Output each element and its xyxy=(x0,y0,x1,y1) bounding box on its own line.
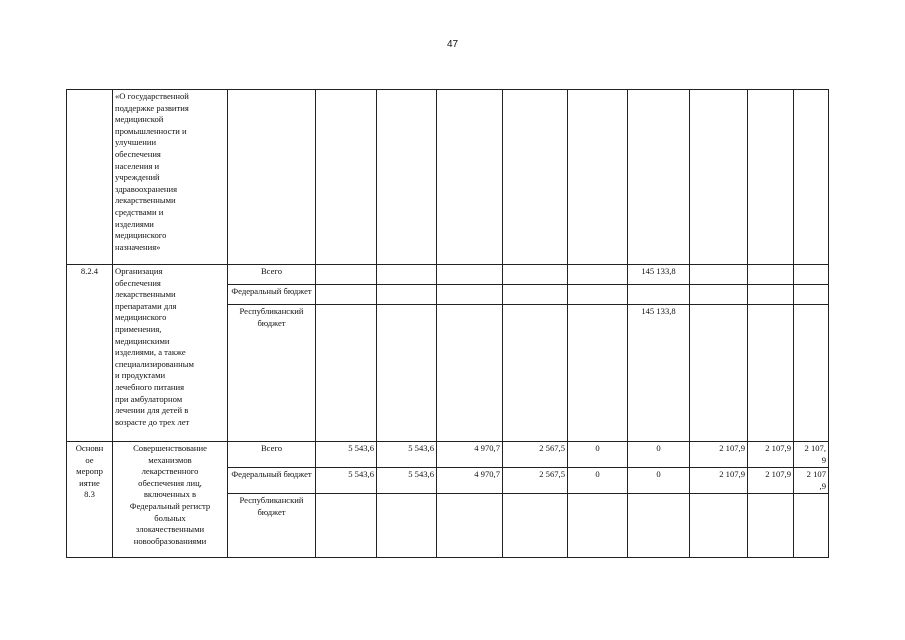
measure-name-line: промышленности и xyxy=(115,125,187,136)
measure-name-line: применения, xyxy=(115,323,162,334)
amount-cell xyxy=(503,265,568,285)
amount-cell: 0 xyxy=(628,468,690,494)
funding-source-cell: Федеральный бюджет xyxy=(228,285,316,305)
amount-cell xyxy=(568,90,628,265)
amount-cell xyxy=(437,90,503,265)
amount-cell xyxy=(628,90,690,265)
funding-source-cell: Всего xyxy=(228,442,316,468)
amount-cell xyxy=(316,494,377,558)
amount-cell xyxy=(690,285,748,305)
amount-cell xyxy=(628,285,690,305)
measure-code-line: Основн xyxy=(75,443,104,453)
amount-cell xyxy=(316,285,377,305)
amount-cell xyxy=(748,90,794,265)
amount-cell xyxy=(377,265,437,285)
measure-code-cell: 8.2.4 xyxy=(67,265,113,442)
amount-cell xyxy=(377,90,437,265)
measure-name-cell xyxy=(113,90,228,265)
page-number: 47 xyxy=(446,39,459,50)
amount-cell xyxy=(794,265,829,285)
measure-code-line: иятие xyxy=(79,477,100,488)
measure-name-line: больных xyxy=(154,512,186,523)
amount-cell: 2 107 ,9 xyxy=(794,468,829,494)
amount-cell xyxy=(316,90,377,265)
amount-cell xyxy=(690,494,748,558)
amount-cell: 145 133,8 xyxy=(628,305,690,442)
measure-name-line: лечении для детей в xyxy=(115,405,189,416)
amount-cell xyxy=(748,305,794,442)
measure-name-line: медицинской xyxy=(115,114,164,125)
measure-name-line: медицинского xyxy=(115,230,167,241)
measure-name-line: изделиями xyxy=(115,218,154,229)
amount-cell xyxy=(748,265,794,285)
measure-name-line: злокачественными xyxy=(135,524,205,535)
measure-name-line: лекарственного xyxy=(141,466,199,477)
measure-code-line: ое xyxy=(85,454,94,465)
amount-cell: 2 107,9 xyxy=(690,468,748,494)
measure-name-line: включенных в xyxy=(143,489,197,500)
measure-name-line: новообразованиями xyxy=(133,535,207,546)
measure-name-line: лечебного питания xyxy=(115,381,185,392)
measure-name-line: назначения» xyxy=(115,241,161,252)
amount-cell xyxy=(690,265,748,285)
amount-cell xyxy=(503,305,568,442)
measure-name-line: изделиями, а также xyxy=(115,347,186,358)
amount-cell xyxy=(748,494,794,558)
amount-cell xyxy=(316,305,377,442)
funding-source-cell: Всего xyxy=(228,265,316,285)
measure-name-line: возрасте до трех лет xyxy=(115,416,190,427)
amount-cell xyxy=(437,305,503,442)
measure-name-line: специализированным xyxy=(115,358,194,369)
measure-name-line: населения и xyxy=(115,160,160,171)
amount-cell xyxy=(794,494,829,558)
measure-name-line: поддержке развития xyxy=(115,102,189,113)
amount-cell xyxy=(568,285,628,305)
amount-cell xyxy=(690,90,748,265)
measure-name-cell xyxy=(113,442,228,558)
amount-cell xyxy=(748,285,794,305)
measure-name-line: обеспечения xyxy=(115,277,161,288)
measure-name-line: «О государственной xyxy=(115,91,189,101)
table-row xyxy=(67,265,829,285)
amount-cell: 2 107,9 xyxy=(748,442,794,468)
measure-name-line: лекарственными xyxy=(115,289,176,300)
amount-cell: 0 xyxy=(568,468,628,494)
amount-cell xyxy=(690,305,748,442)
measure-code-line: меропр xyxy=(76,466,103,477)
measure-name-line: механизмов xyxy=(148,454,192,465)
measure-name-line: средствами и xyxy=(115,206,164,217)
amount-cell xyxy=(503,285,568,305)
measure-name-line: препаратами для xyxy=(115,300,177,311)
amount-cell: 5 543,6 xyxy=(377,468,437,494)
measure-name-line: обеспечения лиц, xyxy=(138,477,202,488)
amount-cell xyxy=(794,90,829,265)
measure-code-line: 8.3 xyxy=(84,489,95,500)
amount-cell xyxy=(794,285,829,305)
amount-cell: 0 xyxy=(568,442,628,468)
amount-cell: 5 543,6 xyxy=(377,442,437,468)
amount-cell xyxy=(437,285,503,305)
amount-cell: 2 107, 9 xyxy=(794,442,829,468)
measure-code-cell xyxy=(67,442,113,558)
table-row xyxy=(67,90,829,265)
amount-cell: 2 107,9 xyxy=(690,442,748,468)
amount-cell xyxy=(794,305,829,442)
measure-name-line: Федеральный регистр xyxy=(129,500,211,511)
measure-name-line: медицинского xyxy=(115,312,167,323)
amount-cell: 5 543,6 xyxy=(316,468,377,494)
measure-name-line: обеспечения xyxy=(115,148,161,159)
measure-name-line: при амбулаторном xyxy=(115,393,183,404)
amount-cell xyxy=(437,494,503,558)
amount-cell xyxy=(568,305,628,442)
measure-name-line: Организация xyxy=(115,266,163,276)
amount-cell xyxy=(568,265,628,285)
amount-cell: 0 xyxy=(628,442,690,468)
budget-table xyxy=(66,89,829,558)
amount-cell xyxy=(377,305,437,442)
measure-name-line: медицинскими xyxy=(115,335,170,346)
amount-cell: 2 567,5 xyxy=(503,468,568,494)
amount-cell xyxy=(628,494,690,558)
funding-source-cell: Республиканский бюджет xyxy=(228,305,316,442)
measure-name-line: лекарственными xyxy=(115,195,176,206)
measure-name-line: учреждений xyxy=(115,172,160,183)
measure-name-line: и продуктами xyxy=(115,370,166,381)
measure-name-cell xyxy=(113,265,228,442)
amount-cell: 5 543,6 xyxy=(316,442,377,468)
amount-cell: 145 133,8 xyxy=(628,265,690,285)
amount-cell: 4 970,7 xyxy=(437,442,503,468)
amount-cell: 4 970,7 xyxy=(437,468,503,494)
funding-source-cell: Федеральный бюджет xyxy=(228,468,316,494)
funding-source-cell xyxy=(228,90,316,265)
amount-cell xyxy=(437,265,503,285)
amount-cell xyxy=(377,494,437,558)
measure-code-cell xyxy=(67,90,113,265)
measure-name-line: здравоохранения xyxy=(115,183,178,194)
measure-name-line: Совершенствование xyxy=(133,443,207,453)
amount-cell: 2 107,9 xyxy=(748,468,794,494)
amount-cell xyxy=(316,265,377,285)
table-row xyxy=(67,442,829,468)
amount-cell xyxy=(503,90,568,265)
measure-name-line: улучшении xyxy=(115,137,157,148)
amount-cell: 2 567,5 xyxy=(503,442,568,468)
funding-source-cell: Республиканский бюджет xyxy=(228,494,316,558)
amount-cell xyxy=(503,494,568,558)
amount-cell xyxy=(377,285,437,305)
amount-cell xyxy=(568,494,628,558)
